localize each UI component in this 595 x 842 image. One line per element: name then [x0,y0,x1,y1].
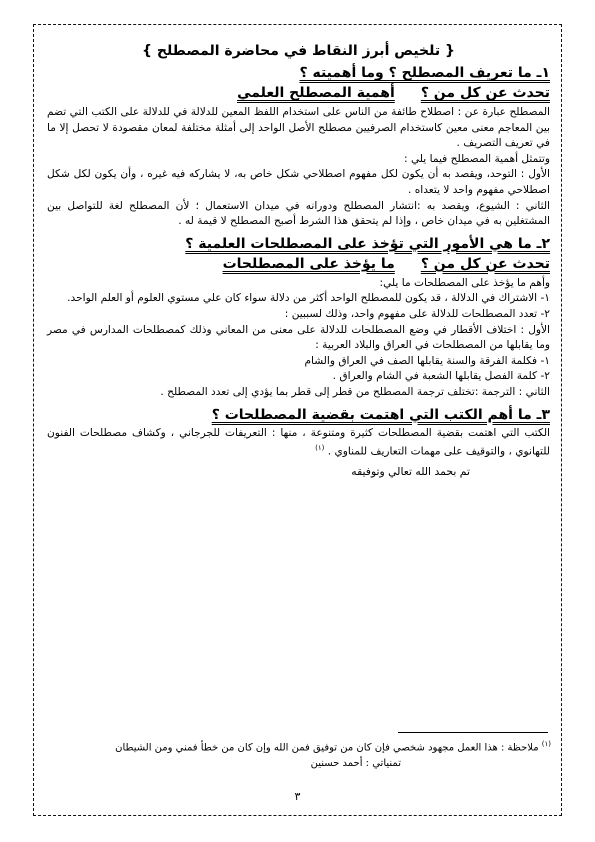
footnote-number: (١) [541,740,551,748]
importance-point-2: الثاني : الشيوع، ويقصد به :انتشار المصطلح ودورانه في ميدان الاستعمال ؛ لأن المصطلح لغة للتواصل بين المشتغلين به في ميدان خاص ، وإذا لم يتحقق هذا الشرط أصبح المصطلح لا قيمة له . [47,199,550,228]
question-1-subheading [47,84,550,103]
document-body [47,42,550,480]
subheading-prompt: تحدث عن كل من ؟ [420,85,550,101]
criticisms-intro: وأهم ما يؤخذ على المصطلحات ما يلي: [379,276,550,289]
importance-intro: وتتمثل أهمية المصطلح فيما يلي : [404,152,550,165]
books-text: الكتب التي اهتمت بقضية المصطلحات كثيرة ومتنوعة ، منها : التعريفات للجرجاني ، وكشاف مصطلحات الفنون للتهانوي ، والتوقيف على مهمات التعاريف للمناوي . [47,426,550,458]
closing-line: تم بحمد الله تعالي وتوفيقه [351,465,470,479]
subheading-prompt: تحدث عن كل من ؟ [420,255,550,272]
reason-1: الأول : اختلاف الأقطار في وضع المصطلحات للدلالة على معنى من المعاني وذلك كمصطلحات المدارس في مصر وما يقابلها من المصطلحات في العراق والبلاد العربية : [47,323,550,352]
subheading-topic: أهمية المصطلح العلمي [237,85,395,101]
footnote-signature: تمنياتي : أحمد حسنين [310,758,401,770]
question-2-heading: ٢ـ ما هي الأمور التي تؤخذ على المصطلحات العلمية ؟ [185,235,550,252]
subheading-topic: ما يؤخذ على المصطلحات [222,255,395,272]
reason-2: الثاني : الترجمة :تختلف ترجمة المصطلح من قطر إلى قطر بما يؤدي إلى تعدد المصطلح . [160,385,550,398]
footnote [46,736,551,772]
question-3-heading: ٣ـ ما أهم الكتب التي اهتمت بقضية المصطلحات ؟ [211,406,550,423]
footnote-separator [398,732,548,733]
footnote-text: ملاحظة : هذا العمل مجهود شخصي فإن كان من توفيق فمن الله وإن كان من خطأ فمني ومن الشيطان [115,742,539,754]
books-paragraph [47,426,550,461]
document-title: { تلخيص أبرز النقاط في محاضرة المصطلح } [142,43,455,59]
footnote-marker[interactable]: (١) [315,444,325,453]
page-number: ٣ [294,790,301,803]
question-2-subheading [47,255,550,274]
example-1: ١- فكلمة الفرقة والسنة يقابلها الصف في العراق والشام [304,354,550,367]
example-2: ٢- كلمة الفصل يقابلها الشعبة في الشام والعراق . [332,370,550,383]
importance-point-1: الأول : التوحد، ويقصد به أن يكون لكل مفهوم اصطلاحي شكل خاص به، لا يشاركه فيه غيره ، وأن يكون لكل شكل اصطلاحي مفهوم واحد لا يتعداه . [47,168,550,196]
definition-paragraph: المصطلح عبارة عن : اصطلاح طائفة من الناس على استخدام اللفظ المعين للدلالة في للدلالة على الكتب التي تضم بين المعاجم معنى معين كاستخدام الصرفيين مصطلح الأصل الواحد إلى أمثلة مختلفة لمعان مقصودة لا تحصل إلا ما في تعريف التصريف . [47,106,550,150]
criticism-1: ١- الاشتراك في الدلالة ، قد يكون للمصطلح الواحد أكثر من دلالة سواء كان علي مستوي العلوم أو العلم الواحد. [67,292,550,305]
criticism-2: ٢- تعدد المصطلحات للدلالة على مفهوم واحد، وذلك لسببين : [284,307,550,320]
question-1-heading: ١ـ ما تعريف المصطلح ؟ وما أهميته ؟ [299,65,550,81]
